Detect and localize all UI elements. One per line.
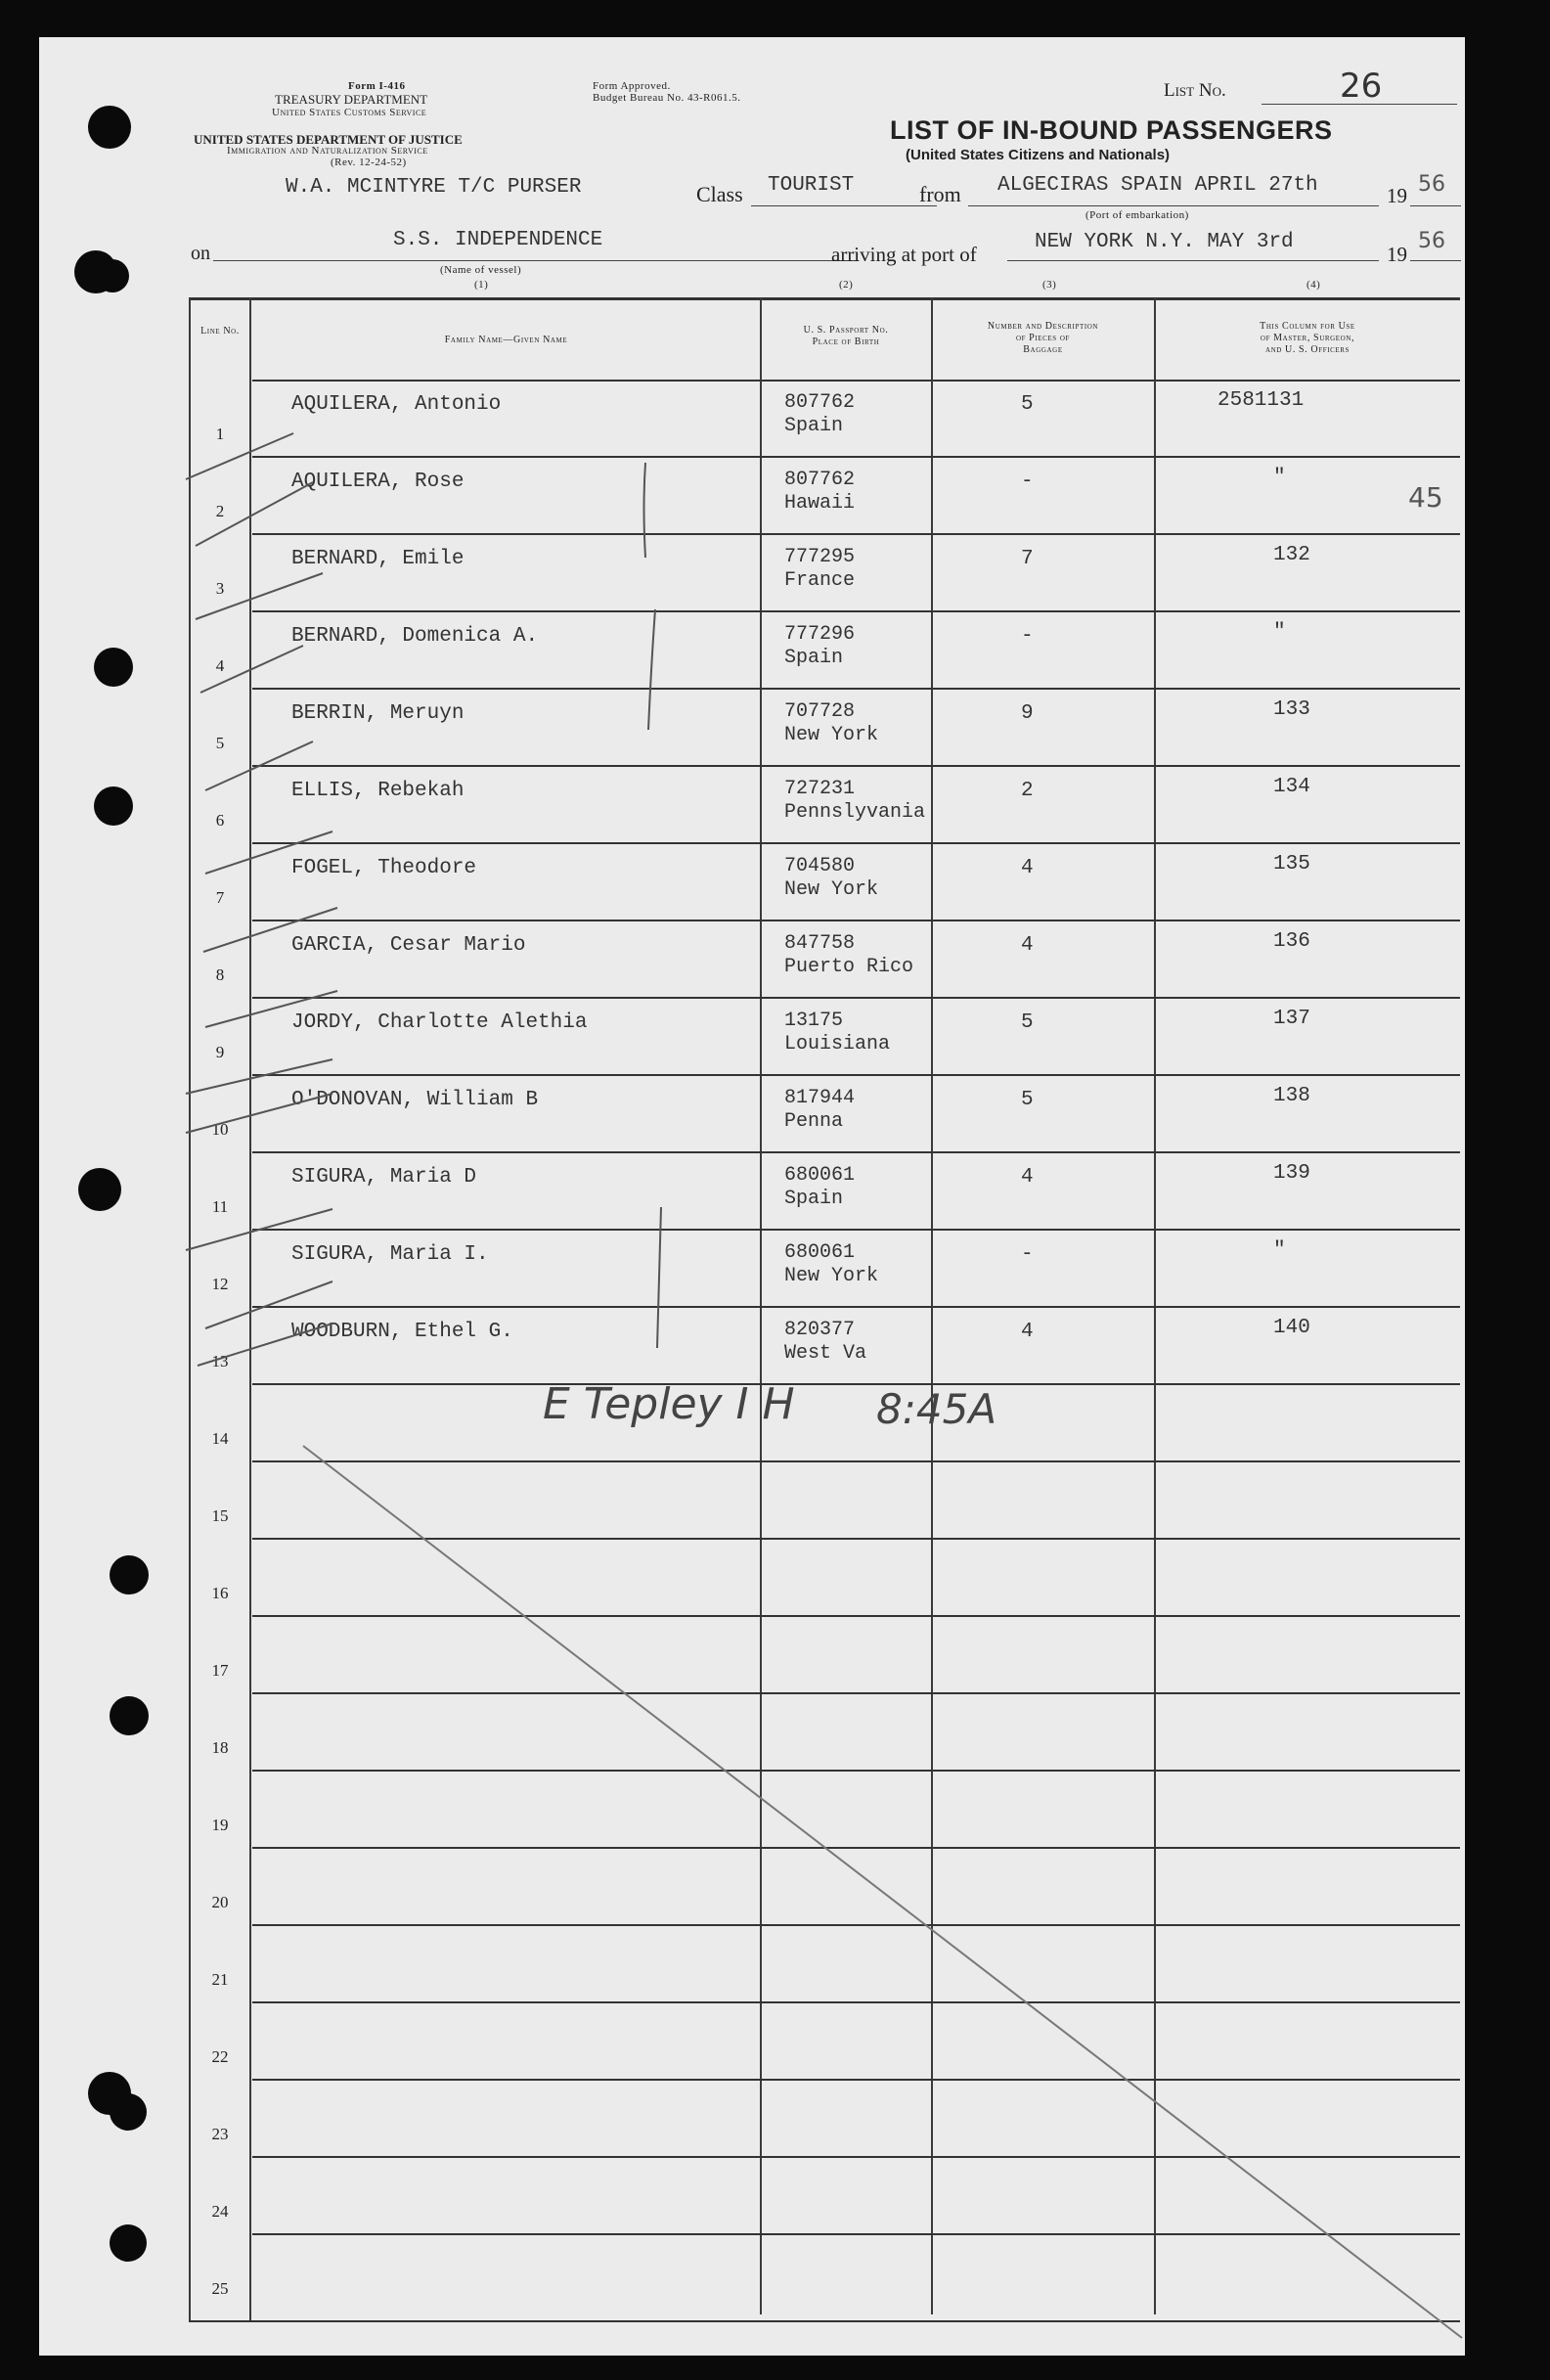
embarkation-port: ALGECIRAS SPAIN APRIL 27th — [997, 174, 1318, 197]
arriving-label: arriving at port of — [831, 243, 977, 266]
passport-number: 817944 — [784, 1087, 856, 1109]
class-label: Class — [696, 182, 743, 206]
place-of-birth: Penna — [784, 1110, 844, 1133]
inspection-time: 8:45A — [876, 1385, 997, 1433]
passport-number: 807762 — [784, 469, 856, 491]
officer-entry: 140 — [1273, 1317, 1310, 1339]
place-of-birth: New York — [784, 1265, 879, 1287]
passenger-name: SIGURA, Maria I. — [291, 1243, 489, 1266]
passenger-name: WOODBURN, Ethel G. — [291, 1321, 513, 1343]
binder-hole — [88, 106, 131, 149]
dept-ins: Immigration and Naturalization Service — [227, 145, 428, 157]
margin-number: 45 — [1408, 481, 1443, 514]
baggage-count: 9 — [1021, 702, 1034, 725]
col-num-4: (4) — [1306, 279, 1321, 291]
passenger-name: SIGURA, Maria D — [291, 1166, 477, 1189]
place-of-birth: Spain — [784, 647, 844, 669]
passport-number: 777296 — [784, 623, 856, 646]
line-number: 19 — [211, 1816, 229, 1834]
col-num-2: (2) — [839, 279, 854, 291]
dept-treasury: TREASURY DEPARTMENT — [275, 92, 428, 107]
officer-entry: " — [1273, 1239, 1286, 1262]
dept-justice: UNITED STATES DEPARTMENT OF JUSTICE — [194, 132, 463, 147]
hand-marks — [39, 37, 1465, 2356]
baggage-count: 4 — [1021, 1166, 1034, 1189]
baggage-count: 4 — [1021, 857, 1034, 879]
line-number: 25 — [211, 2279, 229, 2298]
year-from: 56 — [1418, 172, 1445, 197]
line-number: 24 — [211, 2202, 229, 2221]
place-of-birth: New York — [784, 724, 879, 746]
line-number: 9 — [215, 1043, 225, 1061]
passenger-name: FOGEL, Theodore — [291, 857, 477, 879]
inspector-signature: E Tepley I H — [543, 1379, 795, 1429]
on-label: on — [191, 243, 210, 264]
baggage-count: - — [1021, 471, 1034, 493]
master-name: W.A. MCINTYRE T/C PURSER — [286, 176, 582, 199]
passport-number: 704580 — [784, 855, 856, 877]
place-of-birth: Pennslyvania — [784, 801, 926, 824]
line-number: 5 — [215, 734, 225, 752]
budget-bureau: Budget Bureau No. 43-R061.5. — [593, 92, 741, 104]
passenger-name: BERNARD, Emile — [291, 548, 465, 570]
baggage-count: 5 — [1021, 1011, 1034, 1034]
line-number: 16 — [211, 1584, 229, 1602]
line-number: 20 — [211, 1893, 229, 1911]
line-number: 10 — [211, 1120, 229, 1139]
officer-entry: " — [1273, 467, 1286, 489]
revision: (Rev. 12-24-52) — [331, 157, 407, 168]
line-number: 14 — [211, 1429, 229, 1448]
manifest-page — [39, 37, 1465, 2356]
place-of-birth: Louisiana — [784, 1033, 891, 1055]
col-num-1: (1) — [474, 279, 489, 291]
binder-hole — [110, 2224, 147, 2262]
line-number: 21 — [211, 1970, 229, 1989]
passenger-name: GARCIA, Cesar Mario — [291, 934, 526, 957]
line-number: 8 — [215, 965, 225, 984]
place-of-birth: France — [784, 569, 856, 592]
col-header-baggage: Number and Description of Pieces of Baggage — [987, 321, 1099, 355]
line-number: 11 — [211, 1197, 229, 1216]
vessel-caption: (Name of vessel) — [440, 264, 522, 276]
binder-hole — [94, 786, 133, 826]
line-number: 17 — [211, 1661, 229, 1680]
line-number: 18 — [211, 1738, 229, 1757]
form-approved: Form Approved. — [593, 80, 671, 92]
binder-hole — [78, 1168, 121, 1211]
officer-entry: 137 — [1273, 1008, 1310, 1030]
baggage-count: - — [1021, 625, 1034, 648]
line-number: 3 — [215, 579, 225, 598]
binder-hole — [94, 648, 133, 687]
officer-entry: 2581131 — [1218, 389, 1305, 412]
from-label: from — [919, 182, 961, 206]
passport-number: 847758 — [784, 932, 856, 955]
place-of-birth: West Va — [784, 1342, 867, 1365]
col-header-name: Family Name—Given Name — [444, 335, 568, 345]
passenger-name: AQUILERA, Rose — [291, 471, 465, 493]
baggage-count: 5 — [1021, 393, 1034, 416]
passenger-name: JORDY, Charlotte Alethia — [291, 1011, 588, 1034]
officer-entry: " — [1273, 621, 1286, 644]
officer-entry: 138 — [1273, 1085, 1310, 1107]
row-check-marks — [186, 433, 337, 1366]
passport-number: 13175 — [784, 1010, 844, 1032]
passenger-name: AQUILERA, Antonio — [291, 393, 502, 416]
col-header-passport: U. S. Passport No. Place of Birth — [803, 325, 889, 347]
page-subtitle: (United States Citizens and Nationals) — [906, 147, 1171, 163]
line-number: 4 — [215, 656, 225, 675]
passport-number: 727231 — [784, 778, 856, 800]
binder-hole — [110, 1696, 149, 1735]
baggage-count: 7 — [1021, 548, 1034, 570]
officer-entry: 136 — [1273, 930, 1310, 953]
year-arrive: 56 — [1418, 229, 1445, 253]
passenger-name: BERNARD, Domenica A. — [291, 625, 539, 648]
line-number: 2 — [215, 502, 225, 520]
cancel-diagonal — [303, 1446, 1462, 2338]
col-header-line: Line No. — [200, 326, 240, 337]
officer-entry: 139 — [1273, 1162, 1310, 1185]
year-prefix-arrive: 19 — [1387, 243, 1407, 266]
officer-entry: 135 — [1273, 853, 1310, 876]
list-no-label: List No. — [1164, 80, 1226, 101]
passenger-name: BERRIN, Meruyn — [291, 702, 465, 725]
baggage-count: 4 — [1021, 1321, 1034, 1343]
line-number: 7 — [215, 888, 225, 907]
passport-number: 680061 — [784, 1164, 856, 1187]
vessel-name: S.S. INDEPENDENCE — [393, 229, 603, 251]
officer-entry: 134 — [1273, 776, 1310, 798]
baggage-count: 4 — [1021, 934, 1034, 957]
passport-number: 777295 — [784, 546, 856, 568]
binder-hole — [110, 1555, 149, 1594]
year-prefix-from: 19 — [1387, 184, 1407, 207]
line-number: 1 — [215, 425, 225, 443]
place-of-birth: New York — [784, 878, 879, 901]
baggage-count: 2 — [1021, 780, 1034, 802]
place-of-birth: Hawaii — [784, 492, 856, 515]
dept-customs: United States Customs Service — [272, 107, 427, 118]
passenger-name: ELLIS, Rebekah — [291, 780, 465, 802]
line-number: 13 — [211, 1352, 229, 1370]
baggage-count: 5 — [1021, 1089, 1034, 1111]
binder-hole — [96, 259, 129, 292]
binder-hole — [110, 2093, 147, 2131]
passport-number: 807762 — [784, 391, 856, 414]
line-number: 6 — [215, 811, 225, 830]
col-header-officers: This Column for Use of Master, Surgeon, and U. S. Officers — [1260, 321, 1355, 355]
place-of-birth: Spain — [784, 415, 844, 437]
passenger-name: O'DONOVAN, William B — [291, 1089, 539, 1111]
passport-number: 680061 — [784, 1241, 856, 1264]
col-num-3: (3) — [1042, 279, 1057, 291]
baggage-count: - — [1021, 1243, 1034, 1266]
arrival-port: NEW YORK N.Y. MAY 3rd — [1035, 231, 1294, 253]
list-number: 26 — [1340, 67, 1383, 106]
line-number: 22 — [211, 2047, 229, 2066]
line-number: 15 — [211, 1506, 229, 1525]
port-embarkation-caption: (Port of embarkation) — [1085, 209, 1189, 221]
class-value: TOURIST — [768, 174, 855, 197]
line-number: 23 — [211, 2125, 229, 2143]
passport-number: 707728 — [784, 700, 856, 723]
form-number: Form I-416 — [348, 80, 406, 92]
page-title: LIST OF IN-BOUND PASSENGERS — [890, 115, 1333, 145]
officer-entry: 132 — [1273, 544, 1310, 566]
bracket-marks — [644, 463, 662, 1348]
passport-number: 820377 — [784, 1319, 856, 1341]
place-of-birth: Spain — [784, 1188, 844, 1210]
officer-entry: 133 — [1273, 698, 1310, 721]
line-number: 12 — [211, 1275, 229, 1293]
place-of-birth: Puerto Rico — [784, 956, 914, 978]
